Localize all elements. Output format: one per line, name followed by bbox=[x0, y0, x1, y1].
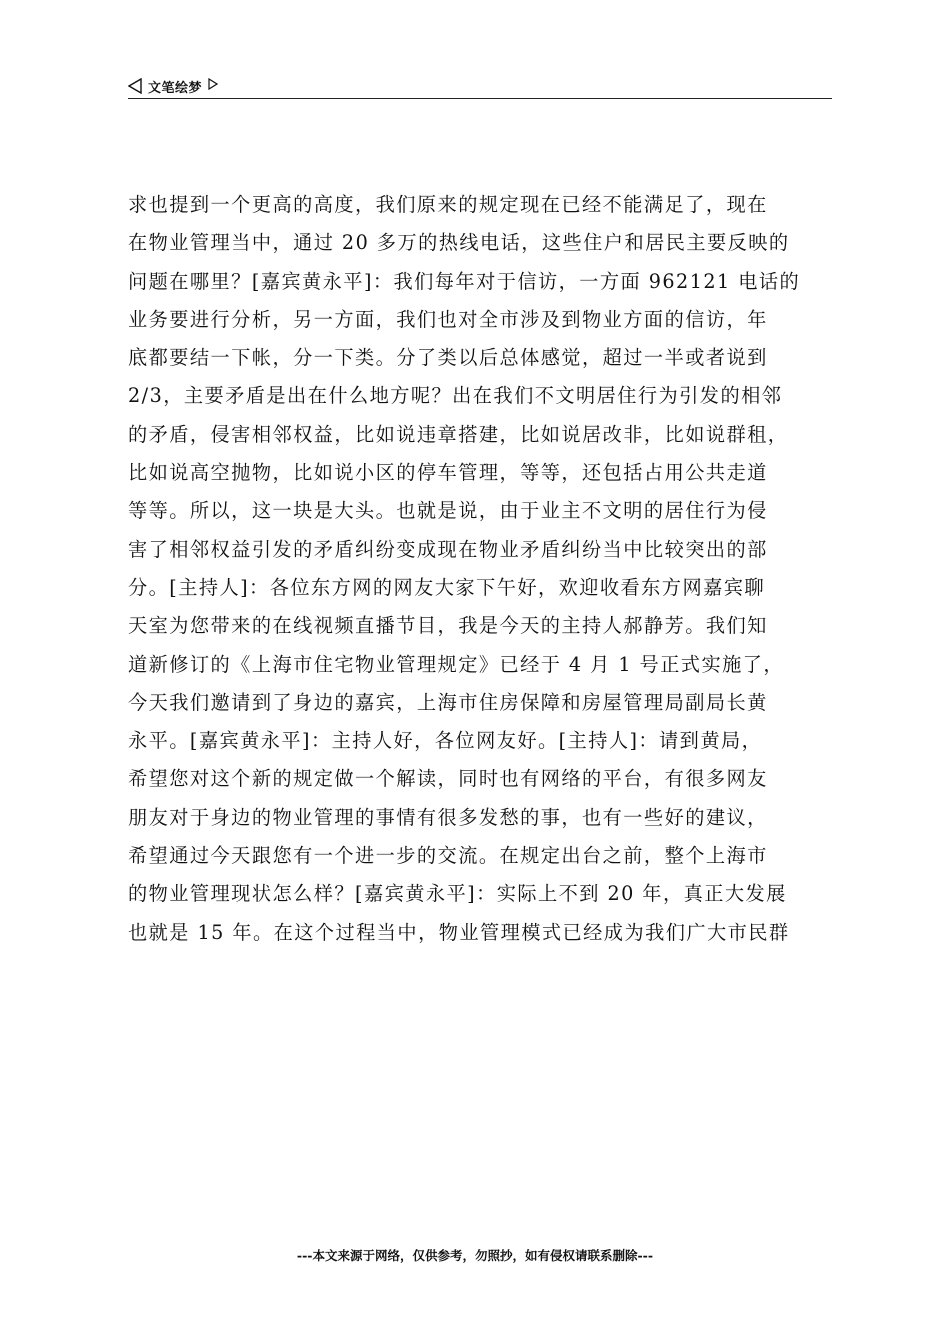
body-line: 道新修订的《上海市住宅物业管理规定》已经于 4 月 1 号正式实施了， bbox=[128, 652, 784, 676]
body-line: 也就是 15 年。在这个过程当中，物业管理模式已经成为我们广大市民群 bbox=[128, 920, 790, 944]
body-line: 害了相邻权益引发的矛盾纠纷变成现在物业矛盾纠纷当中比较突出的部 bbox=[128, 537, 768, 561]
body-line: 希望通过今天跟您有一个进一步的交流。在规定出台之前，整个上海市 bbox=[128, 844, 768, 868]
triangle-left-outline-icon bbox=[128, 78, 142, 94]
body-line: 今天我们邀请到了身边的嘉宾，上海市住房保障和房屋管理局副局长黄 bbox=[128, 690, 768, 714]
body-line: 天室为您带来的在线视频直播节目，我是今天的主持人郝静芳。我们知 bbox=[128, 614, 768, 638]
body-line: 在物业管理当中，通过 20 多万的热线电话，这些住户和居民主要反映的 bbox=[128, 231, 790, 255]
body-line: 朋友对于身边的物业管理的事情有很多发愁的事，也有一些好的建议， bbox=[128, 805, 768, 829]
body-line: 比如说高空抛物，比如说小区的停车管理，等等，还包括占用公共走道 bbox=[128, 461, 768, 485]
body-line: 底都要结一下帐，分一下类。分了类以后总体感觉，超过一半或者说到 bbox=[128, 346, 768, 370]
page-header bbox=[128, 74, 832, 99]
body-line: 的矛盾，侵害相邻权益，比如说违章搭建，比如说居改非，比如说群租， bbox=[128, 422, 789, 446]
body-line: 希望您对这个新的规定做一个解读，同时也有网络的平台，有很多网友 bbox=[128, 767, 768, 791]
body-line: 业务要进行分析，另一方面，我们也对全市涉及到物业方面的信访，年 bbox=[128, 307, 768, 331]
body-line: 2/3，主要矛盾是出在什么地方呢？出在我们不文明居住行为引发的相邻 bbox=[128, 384, 783, 408]
body-line: 的物业管理现状怎么样？[嘉宾黄永平]：实际上不到 20 年，真正大发展 bbox=[128, 882, 787, 906]
header-title: 文笔绘梦 bbox=[148, 80, 203, 96]
triangle-right-outline-icon bbox=[208, 78, 218, 90]
body-text bbox=[128, 186, 832, 952]
body-line: 分。[主持人]：各位东方网的网友大家下午好，欢迎收看东方网嘉宾聊 bbox=[128, 575, 765, 599]
body-line: 等等。所以，这一块是大头。也就是说，由于业主不文明的居住行为侵 bbox=[128, 499, 768, 523]
footer-disclaimer: ---本文来源于网络，仅供参考，勿照抄，如有侵权请联系删除--- bbox=[296, 1248, 654, 1263]
body-line: 求也提到一个更高的高度，我们原来的规定现在已经不能满足了，现在 bbox=[128, 193, 768, 216]
body-line: 问题在哪里？[嘉宾黄永平]：我们每年对于信访，一方面 962121 电话的 bbox=[128, 269, 801, 293]
body-line: 永平。[嘉宾黄永平]：主持人好，各位网友好。[主持人]：请到黄局， bbox=[128, 729, 763, 753]
